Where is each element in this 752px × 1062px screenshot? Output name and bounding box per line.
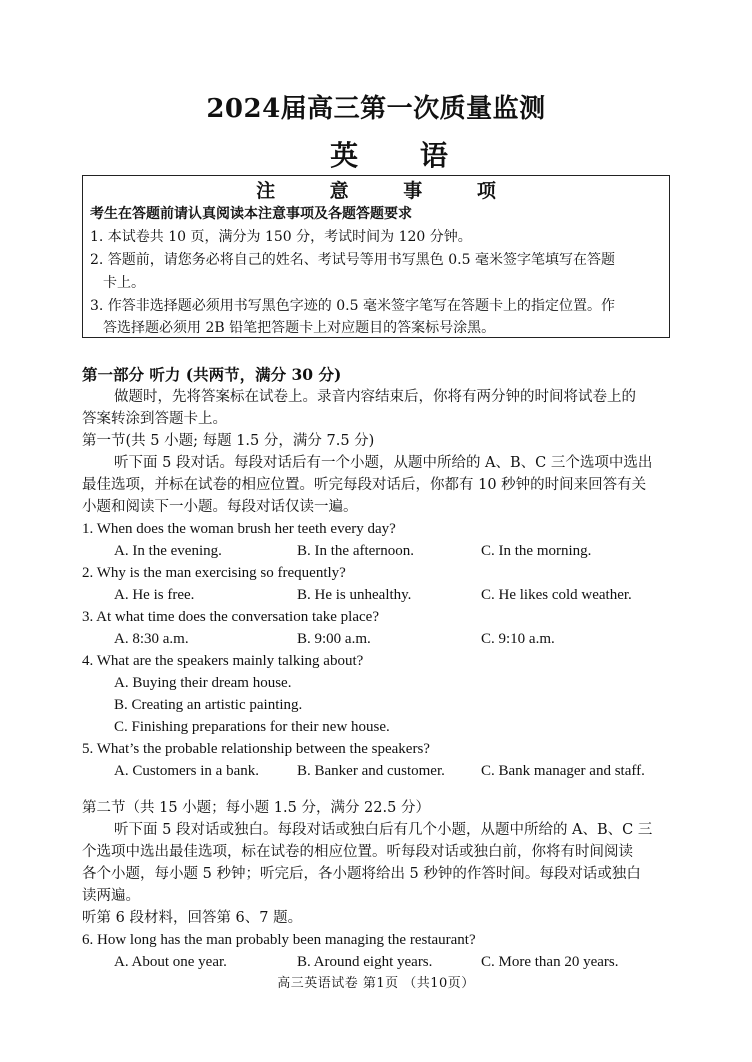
option-a: A. Customers in a bank. bbox=[114, 763, 259, 779]
option-a: A. 8:30 a.m. bbox=[114, 631, 189, 647]
question-4: 4. What are the speakers mainly talking about? bbox=[82, 653, 364, 669]
subject-title: 英 语 bbox=[330, 139, 474, 172]
notice-item-continued: 答选择题必须用 2B 铅笔把答题卡上对应题目的答案标号涂黑。 bbox=[103, 320, 496, 336]
instruction-line: 做题时，先将答案标在试卷上。录音内容结束后，你将有两分钟的时间将试卷上的 bbox=[114, 389, 636, 405]
option-b: B. Creating an artistic painting. bbox=[114, 697, 303, 713]
option-b: B. He is unhealthy. bbox=[297, 587, 412, 603]
notice-heading: 注 意 事 项 bbox=[256, 180, 520, 202]
option-c: C. Bank manager and staff. bbox=[481, 763, 645, 779]
notice-item: 2. 答题前，请您务必将自己的姓名、考试号等用书写黑色 0.5 毫米签字笔填写在答题 bbox=[90, 252, 615, 268]
option-a: A. He is free. bbox=[114, 587, 195, 603]
option-b: B. In the afternoon. bbox=[297, 543, 415, 559]
option-c: C. In the morning. bbox=[481, 543, 592, 559]
instruction-line: 最佳选项，并标在试卷的相应位置。听完每段对话后，你都有 10 秒钟的时间来回答有关 bbox=[82, 477, 647, 493]
question-5: 5. What’s the probable relationship between the speakers? bbox=[82, 741, 430, 757]
option-c: C. He likes cold weather. bbox=[481, 587, 632, 603]
question-3: 3. At what time does the conversation take place? bbox=[82, 609, 379, 625]
material-6-heading: 听第 6 段材料，回答第 6、7 题。 bbox=[82, 910, 303, 926]
instruction-line: 听下面 5 段对话或独白。每段对话或独白后有几个小题，从题中所给的 A、B、C 三 bbox=[114, 822, 653, 838]
notice-item: 1. 本试卷共 10 页，满分为 150 分，考试时间为 120 分钟。 bbox=[90, 229, 472, 245]
section2-heading: 第二节（共 15 小题；每小题 1.5 分，满分 22.5 分） bbox=[82, 800, 430, 816]
option-c: C. Finishing preparations for their new house. bbox=[114, 719, 390, 735]
instruction-line: 个选项中选出最佳选项，标在试卷的相应位置。听每段对话或独白前，你将有时间阅读 bbox=[82, 844, 633, 860]
part1-heading: 第一部分 听力 (共两节，满分 30 分) bbox=[82, 365, 342, 384]
question-1: 1. When does the woman brush her teeth every day? bbox=[82, 521, 396, 537]
notice-item-continued: 卡上。 bbox=[103, 275, 145, 291]
section1-heading: 第一节(共 5 小题; 每题 1.5 分，满分 7.5 分) bbox=[82, 433, 375, 449]
notice-intro: 考生在答题前请认真阅读本注意事项及各题答题要求 bbox=[90, 206, 412, 222]
instruction-line: 读两遍。 bbox=[82, 888, 140, 904]
question-2: 2. Why is the man exercising so frequently? bbox=[82, 565, 346, 581]
notice-box bbox=[82, 175, 670, 338]
option-a: A. Buying their dream house. bbox=[114, 675, 292, 691]
option-b: B. Around eight years. bbox=[297, 954, 433, 970]
question-6: 6. How long has the man probably been managing the restaurant? bbox=[82, 932, 476, 948]
page-footer: 高三英语试卷 第1页 （共10页） bbox=[277, 976, 475, 991]
option-c: C. More than 20 years. bbox=[481, 954, 619, 970]
option-b: B. 9:00 a.m. bbox=[297, 631, 371, 647]
exam-title: 2024届高三第一次质量监测 bbox=[206, 94, 546, 124]
option-a: A. In the evening. bbox=[114, 543, 222, 559]
notice-item: 3. 作答非选择题必须用书写黑色字迹的 0.5 毫米签字笔写在答题卡上的指定位置。作 bbox=[90, 298, 615, 314]
option-c: C. 9:10 a.m. bbox=[481, 631, 555, 647]
instruction-line: 听下面 5 段对话。每段对话后有一个小题，从题中所给的 A、B、C 三个选项中选出 bbox=[114, 455, 653, 471]
instruction-line: 答案转涂到答题卡上。 bbox=[82, 411, 227, 427]
instruction-line: 小题和阅读下一小题。每段对话仅读一遍。 bbox=[82, 499, 358, 515]
instruction-line: 各个小题，每小题 5 秒钟；听完后，各小题将给出 5 秒钟的作答时间。每段对话或独白 bbox=[82, 866, 641, 882]
option-a: A. About one year. bbox=[114, 954, 227, 970]
option-b: B. Banker and customer. bbox=[297, 763, 445, 779]
